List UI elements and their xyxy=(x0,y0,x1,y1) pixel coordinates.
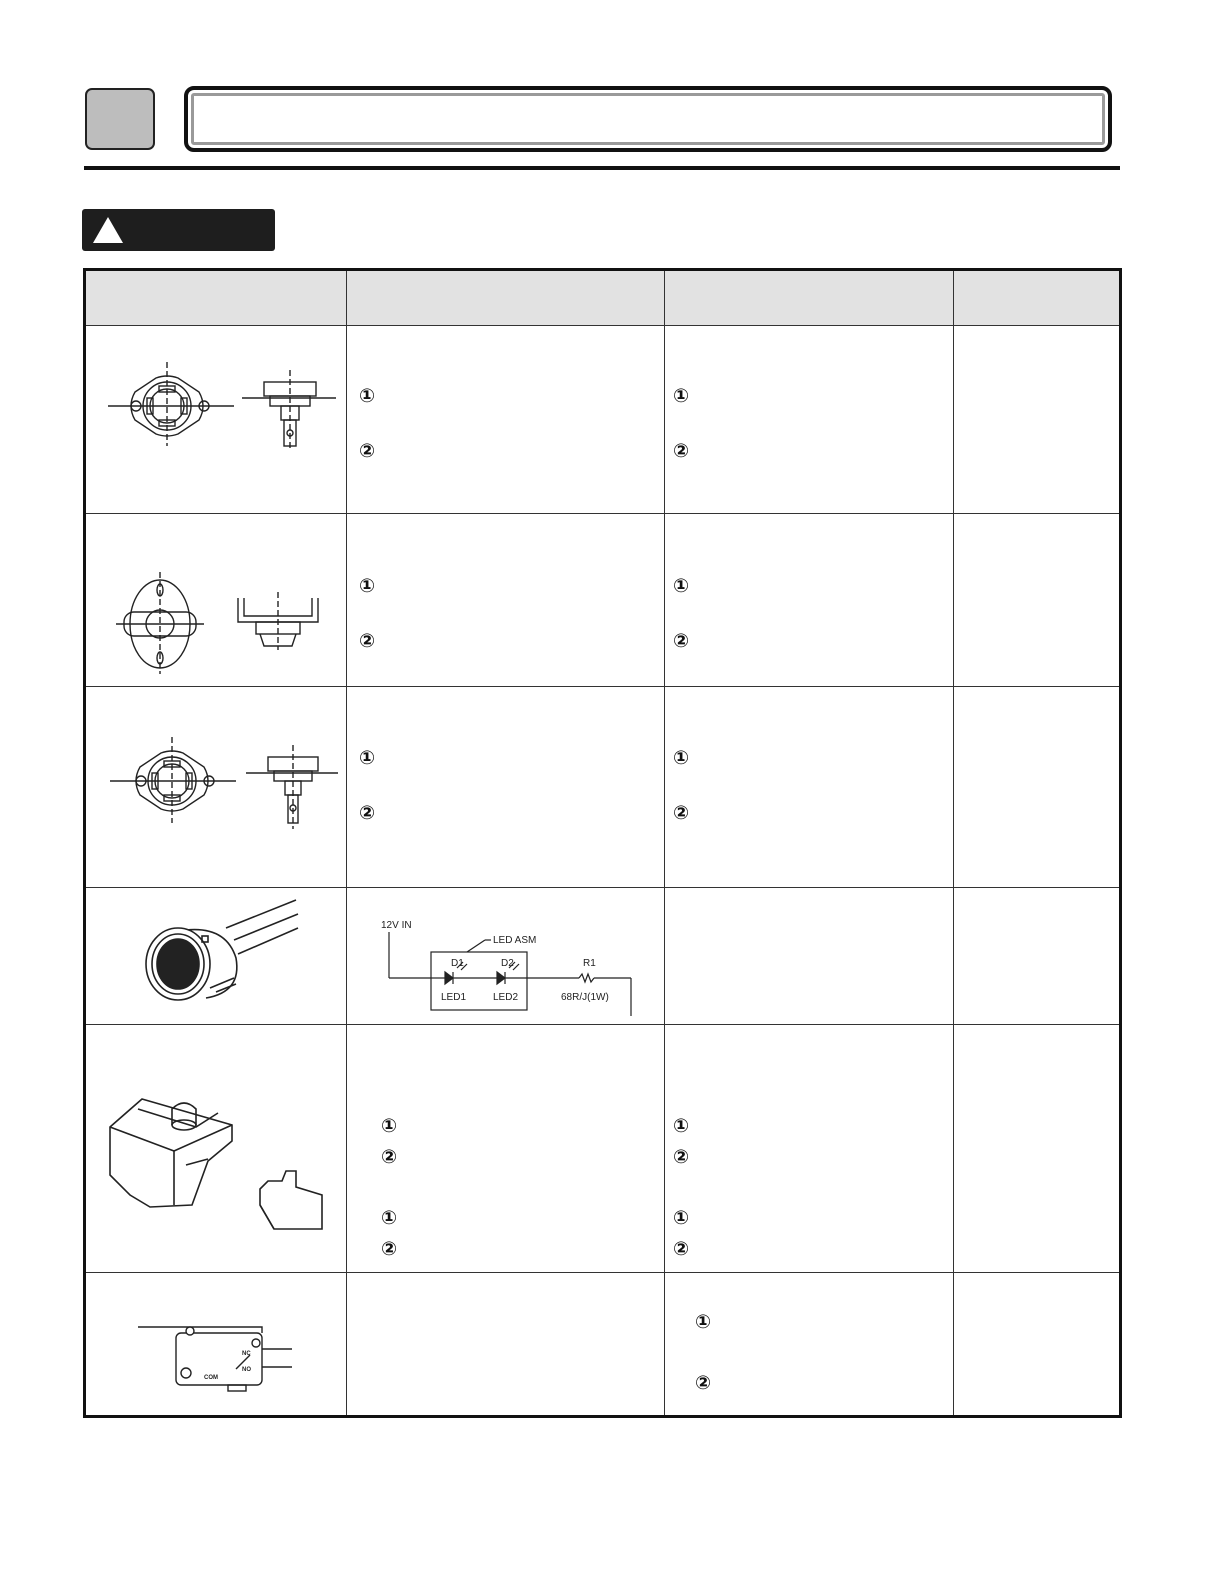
warning-triangle-icon xyxy=(92,216,124,244)
section-title-box xyxy=(184,86,1112,152)
check-cell xyxy=(665,514,954,687)
schematic-led2-label: LED2 xyxy=(493,992,519,1003)
table-row xyxy=(85,514,1121,687)
check-cell xyxy=(665,888,954,1025)
schematic-asm-label: LED ASM xyxy=(493,935,537,946)
marker-two: ② xyxy=(381,1146,398,1168)
marker-one: ① xyxy=(695,1311,712,1333)
function-cell xyxy=(347,687,665,888)
header-check xyxy=(665,270,954,326)
part-image-cell xyxy=(85,687,347,888)
check-cell xyxy=(665,326,954,514)
header-function xyxy=(347,270,665,326)
function-cell xyxy=(347,514,665,687)
marker-one: ① xyxy=(359,575,376,597)
marker-two: ② xyxy=(359,802,376,824)
parts-table xyxy=(83,268,1122,1418)
remarks-cell xyxy=(954,687,1121,888)
part-image-cell xyxy=(85,1273,347,1417)
door-switch-icon xyxy=(86,1025,348,1272)
schematic-resistor-value: 68R/J(1W) xyxy=(561,992,609,1003)
remarks-cell xyxy=(954,514,1121,687)
part-image-cell xyxy=(85,1025,347,1273)
thermostat-round-icon xyxy=(86,326,348,513)
marker-two: ② xyxy=(359,440,376,462)
schematic-d2-label: D2 xyxy=(501,958,514,969)
remarks-cell xyxy=(954,1025,1121,1273)
marker-one: ① xyxy=(381,1207,398,1229)
remarks-cell xyxy=(954,888,1121,1025)
marker-two: ② xyxy=(359,630,376,652)
check-cell xyxy=(665,687,954,888)
schematic-input-label: 12V IN xyxy=(381,920,412,931)
switch-com-label: COM xyxy=(204,1375,218,1381)
part-image-cell xyxy=(85,888,347,1025)
schematic-d1-label: D1 xyxy=(451,958,464,969)
thermostat-oval-icon xyxy=(86,514,348,686)
marker-one: ① xyxy=(359,747,376,769)
table-row xyxy=(85,1025,1121,1273)
header-part xyxy=(85,270,347,326)
section-number-box xyxy=(85,88,155,150)
marker-two: ② xyxy=(381,1238,398,1260)
function-cell xyxy=(347,1025,665,1273)
part-image-cell xyxy=(85,326,347,514)
table-row xyxy=(85,888,1121,1025)
schematic-r1-label: R1 xyxy=(583,958,596,969)
marker-two: ② xyxy=(673,1238,690,1260)
marker-two: ② xyxy=(695,1372,712,1394)
table-row xyxy=(85,1273,1121,1417)
micro-switch-icon xyxy=(86,1273,348,1415)
marker-one: ① xyxy=(673,747,690,769)
warning-badge xyxy=(82,209,275,251)
led-lamp-icon xyxy=(86,888,348,1024)
marker-one: ① xyxy=(359,385,376,407)
remarks-cell xyxy=(954,326,1121,514)
table-row xyxy=(85,687,1121,888)
switch-nc-label: NC xyxy=(242,1351,251,1357)
header-rule xyxy=(84,166,1120,170)
check-cell xyxy=(665,1273,954,1417)
marker-one: ① xyxy=(673,575,690,597)
schematic-led1-label: LED1 xyxy=(441,992,467,1003)
marker-one: ① xyxy=(673,1207,690,1229)
marker-two: ② xyxy=(673,1146,690,1168)
check-cell xyxy=(665,1025,954,1273)
table-header-row xyxy=(85,270,1121,326)
marker-two: ② xyxy=(673,802,690,824)
marker-one: ① xyxy=(673,385,690,407)
function-cell xyxy=(347,326,665,514)
thermostat-round-icon xyxy=(86,687,348,887)
remarks-cell xyxy=(954,1273,1121,1417)
marker-one: ① xyxy=(673,1115,690,1137)
switch-no-label: NO xyxy=(242,1367,251,1373)
led-schematic-diagram xyxy=(347,888,665,1024)
header-remarks xyxy=(954,270,1121,326)
marker-two: ② xyxy=(673,630,690,652)
function-cell xyxy=(347,1273,665,1417)
marker-one: ① xyxy=(381,1115,398,1137)
schematic-cell xyxy=(347,888,665,1025)
part-image-cell xyxy=(85,514,347,687)
table-row xyxy=(85,326,1121,514)
marker-two: ② xyxy=(673,440,690,462)
